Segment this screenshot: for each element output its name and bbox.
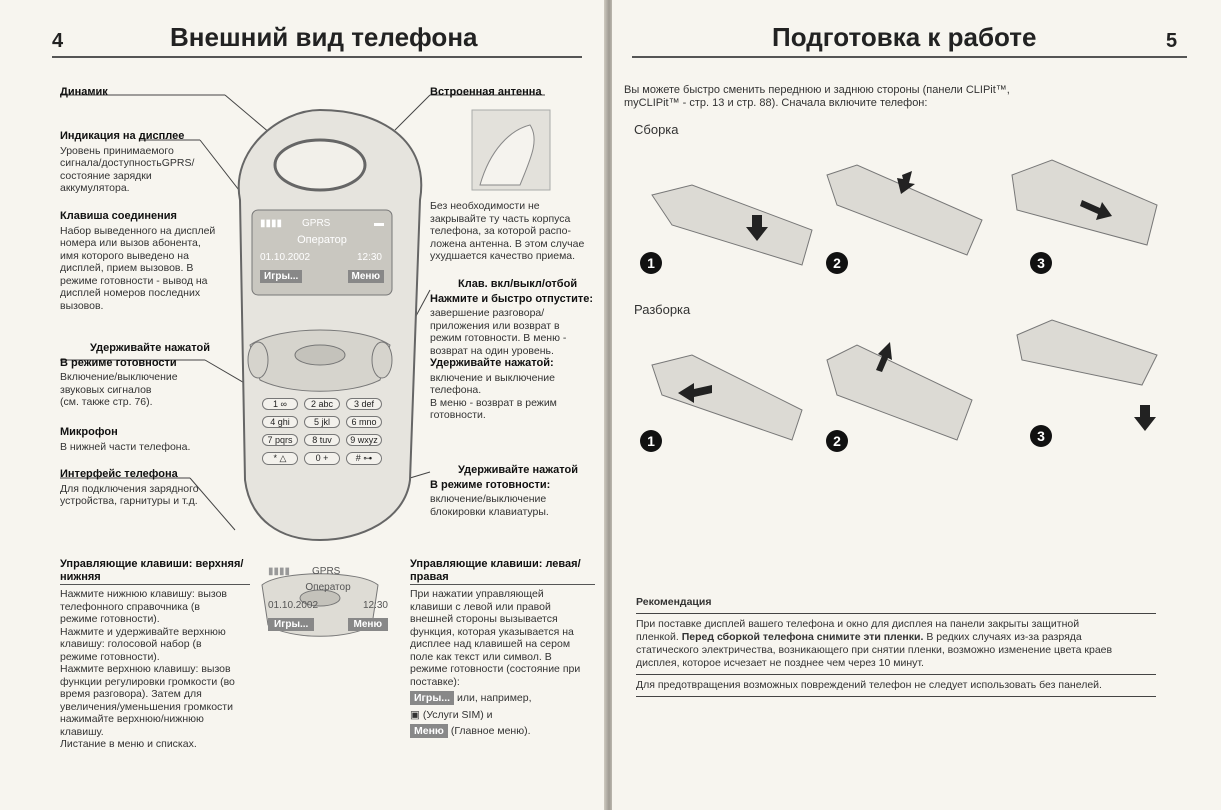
sound-key-sub: В режиме готовности xyxy=(60,356,177,369)
key-5[interactable]: 5 jkl xyxy=(304,416,340,428)
call-key-text: Набор выведенного на дисплей номера или вызов абонента, имя которого выведено на дисплей, прием вызовов. В режиме готовности - вывод на дисплей номеров последних вызовов. xyxy=(60,224,216,312)
gprs-indicator: GPRS xyxy=(302,218,331,229)
key-1[interactable]: 1 ∞ xyxy=(262,398,298,410)
key-9[interactable]: 9 wxyz xyxy=(346,434,382,446)
right-page-number: 5 xyxy=(1166,30,1178,52)
end-key-hold-sub: Удерживайте нажатой: xyxy=(430,357,554,369)
right-page xyxy=(612,0,1221,810)
assembly-step-3: 3 xyxy=(1030,252,1052,274)
disassembly-step-3: 3 xyxy=(1030,425,1052,447)
operator-name: Оператор xyxy=(297,234,347,246)
microphone-text: В нижней части телефона. xyxy=(60,440,191,453)
soft-keys-or: или, например, xyxy=(456,692,532,704)
battery-icon: ▬ xyxy=(374,218,384,229)
left-page-title: Внешний вид телефона xyxy=(170,22,478,52)
end-key-hold-text: включение и выключение телефона. В меню - возврат в режим готовности. xyxy=(430,371,557,421)
nav-keys-section xyxy=(60,558,250,751)
sound-key-callout xyxy=(60,342,220,409)
microphone-heading: Микрофон xyxy=(60,426,118,438)
sim-services-icon: ▣ xyxy=(410,708,420,721)
recommendation-paragraph-1 xyxy=(636,618,1156,670)
assembly-step-2: 2 xyxy=(826,252,848,274)
softkey-right-detail: Меню xyxy=(348,618,388,631)
disassembly-step-2: 2 xyxy=(826,430,848,452)
key-7[interactable]: 7 pqrs xyxy=(262,434,298,446)
recommendation-text-c: Для предотвращения возможных повреждений телефон не следует использовать без панелей. xyxy=(636,679,1102,691)
softkey-games-chip: Игры... xyxy=(410,691,454,705)
signal-bar-icon-detail: ▮▮▮▮ xyxy=(268,566,291,577)
signal-bar-icon: ▮▮▮▮ xyxy=(260,218,283,229)
antenna-note xyxy=(430,200,590,263)
end-key-heading: Клав. вкл/выкл/отбой xyxy=(458,278,578,290)
soft-keys-example-2 xyxy=(410,709,595,722)
screen-time-detail: 12:30 xyxy=(362,600,388,611)
call-key-heading: Клавиша соединения xyxy=(60,210,177,222)
softkey-menu-chip: Меню xyxy=(410,724,448,738)
key-2[interactable]: 2 abc xyxy=(304,398,340,410)
key-4[interactable]: 4 ghi xyxy=(262,416,298,428)
keypad xyxy=(262,398,382,465)
recommendation-rule xyxy=(636,613,1156,614)
soft-keys-sim: (Услуги SIM) и xyxy=(422,708,493,721)
soft-keys-example-1 xyxy=(410,692,595,705)
disassembly-step-1: 1 xyxy=(640,430,662,452)
display-callout-text: Уровень принимаемого сигнала/доступностьGPRS/ состояние зарядки аккумулятора. xyxy=(60,144,195,194)
assembly-step-1: 1 xyxy=(640,252,662,274)
softkey-left-detail: Игры... xyxy=(268,618,314,631)
recommendation-box xyxy=(636,596,1156,701)
recommendation-heading: Рекомендация xyxy=(636,596,712,608)
key-star[interactable]: * △ xyxy=(262,452,298,465)
lock-key-sub: В режиме готовности: xyxy=(430,478,551,491)
soft-keys-menu-note: (Главное меню). xyxy=(450,725,531,737)
soft-keys-section xyxy=(410,558,595,738)
call-key-callout xyxy=(60,210,225,312)
display-callout-heading: Индикация на дисплее xyxy=(60,130,185,142)
label-antenna: Встроенная антенна xyxy=(430,86,542,98)
right-page-title: Подготовка к работе xyxy=(772,22,1037,52)
end-key-press-sub: Нажмите и быстро отпустите: xyxy=(430,292,594,305)
soft-keys-text: При нажатии управляющей клавиши с левой или правой внешней стороны вызывается функция, которая указывается на дисплее над клавишей на сером поле как текст или символ. В режиме готовности (состояние при поставке): xyxy=(410,588,581,688)
key-8[interactable]: 8 tuv xyxy=(304,434,340,446)
operator-name-detail: Оператор xyxy=(305,582,351,593)
interface-callout xyxy=(60,468,225,508)
sound-key-heading: Удерживайте нажатой xyxy=(90,342,210,354)
left-page xyxy=(0,0,606,810)
screen-date-detail: 01.10.2002 xyxy=(268,600,319,611)
recommendation-text-b: В редких случаях из-за разряда статического электричества, возникающего при снятии пленки, возможно изменение цвета краев дисплея, которое исчезает не позднее чем через 10 минут. xyxy=(636,631,1113,669)
lock-key-heading: Удерживайте нажатой xyxy=(458,464,578,476)
lock-key-text: включение/выключение блокировки клавиатуры. xyxy=(430,493,549,518)
key-hash[interactable]: # ⊶ xyxy=(346,452,382,465)
soft-keys-example-3 xyxy=(410,725,595,738)
intro-text: Вы можете быстро сменить переднюю и заднюю стороны (панели CLIPit™, myCLIPit™ - стр. 13 и стр. 88). Сначала включите телефон: xyxy=(624,84,1010,109)
gprs-indicator-detail: GPRS xyxy=(312,566,341,577)
display-callout xyxy=(60,130,210,195)
antenna-note-text: Без необходимости не закрывайте ту часть корпуса телефона, за которой распо- ложена антенна. В этом случае ухудшается качество приема. xyxy=(430,200,585,262)
label-speaker: Динамик xyxy=(60,86,108,98)
softkey-right-label: Меню xyxy=(348,270,384,283)
lock-key-callout xyxy=(430,464,595,518)
softkey-left-label: Игры... xyxy=(260,270,302,283)
assembly-heading: Сборка xyxy=(634,122,679,137)
nav-keys-heading: Управляющие клавиши: верхняя/ нижняя xyxy=(60,558,250,585)
end-key-press-text: завершение разговора/ приложения или возврат в режим готовности. В меню - возврат на один уровень. xyxy=(430,307,567,357)
disassembly-heading: Разборка xyxy=(634,302,691,317)
screen-date: 01.10.2002 xyxy=(260,252,311,263)
recommendation-text-bold: Перед сборкой телефона снимите эти пленки. xyxy=(681,631,924,643)
sound-key-text: Включение/выключение звуковых сигналов (см. также стр. 76). xyxy=(60,371,178,408)
recommendation-rule-2 xyxy=(636,674,1156,675)
interface-heading: Интерфейс телефона xyxy=(60,468,178,480)
screen-detail xyxy=(268,566,388,636)
interface-text: Для подключения зарядного устройства, гарнитуры и т.д. xyxy=(60,482,199,507)
left-page-number: 4 xyxy=(52,30,64,52)
screen-time: 12:30 xyxy=(356,252,382,263)
key-3[interactable]: 3 def xyxy=(346,398,382,410)
microphone-callout xyxy=(60,426,220,453)
key-0[interactable]: 0 + xyxy=(304,452,340,465)
end-key-callout xyxy=(430,278,595,422)
nav-keys-text: Нажмите нижнюю клавишу: вызов телефонного справочника (в режиме готовности). Нажмите и удерживайте верхнюю клавишу: голосовой набор (в режиме готовности). Нажмите верхнюю клавишу: вызов функции регулировки громкости (во время разговора). Затем для увеличения/уменьшения громкости нажимайте верхнюю/нижнюю клавишу. Листание в меню и списках. xyxy=(60,588,235,750)
recommendation-rule-3 xyxy=(636,696,1156,697)
soft-keys-heading: Управляющие клавиши: левая/ правая xyxy=(410,558,595,585)
recommendation-text-a: При поставке дисплей вашего телефона и окно для дисплея на панели закрыты защитной пленкой. xyxy=(636,618,1080,643)
key-6[interactable]: 6 mno xyxy=(346,416,382,428)
phone-screen xyxy=(256,214,388,292)
